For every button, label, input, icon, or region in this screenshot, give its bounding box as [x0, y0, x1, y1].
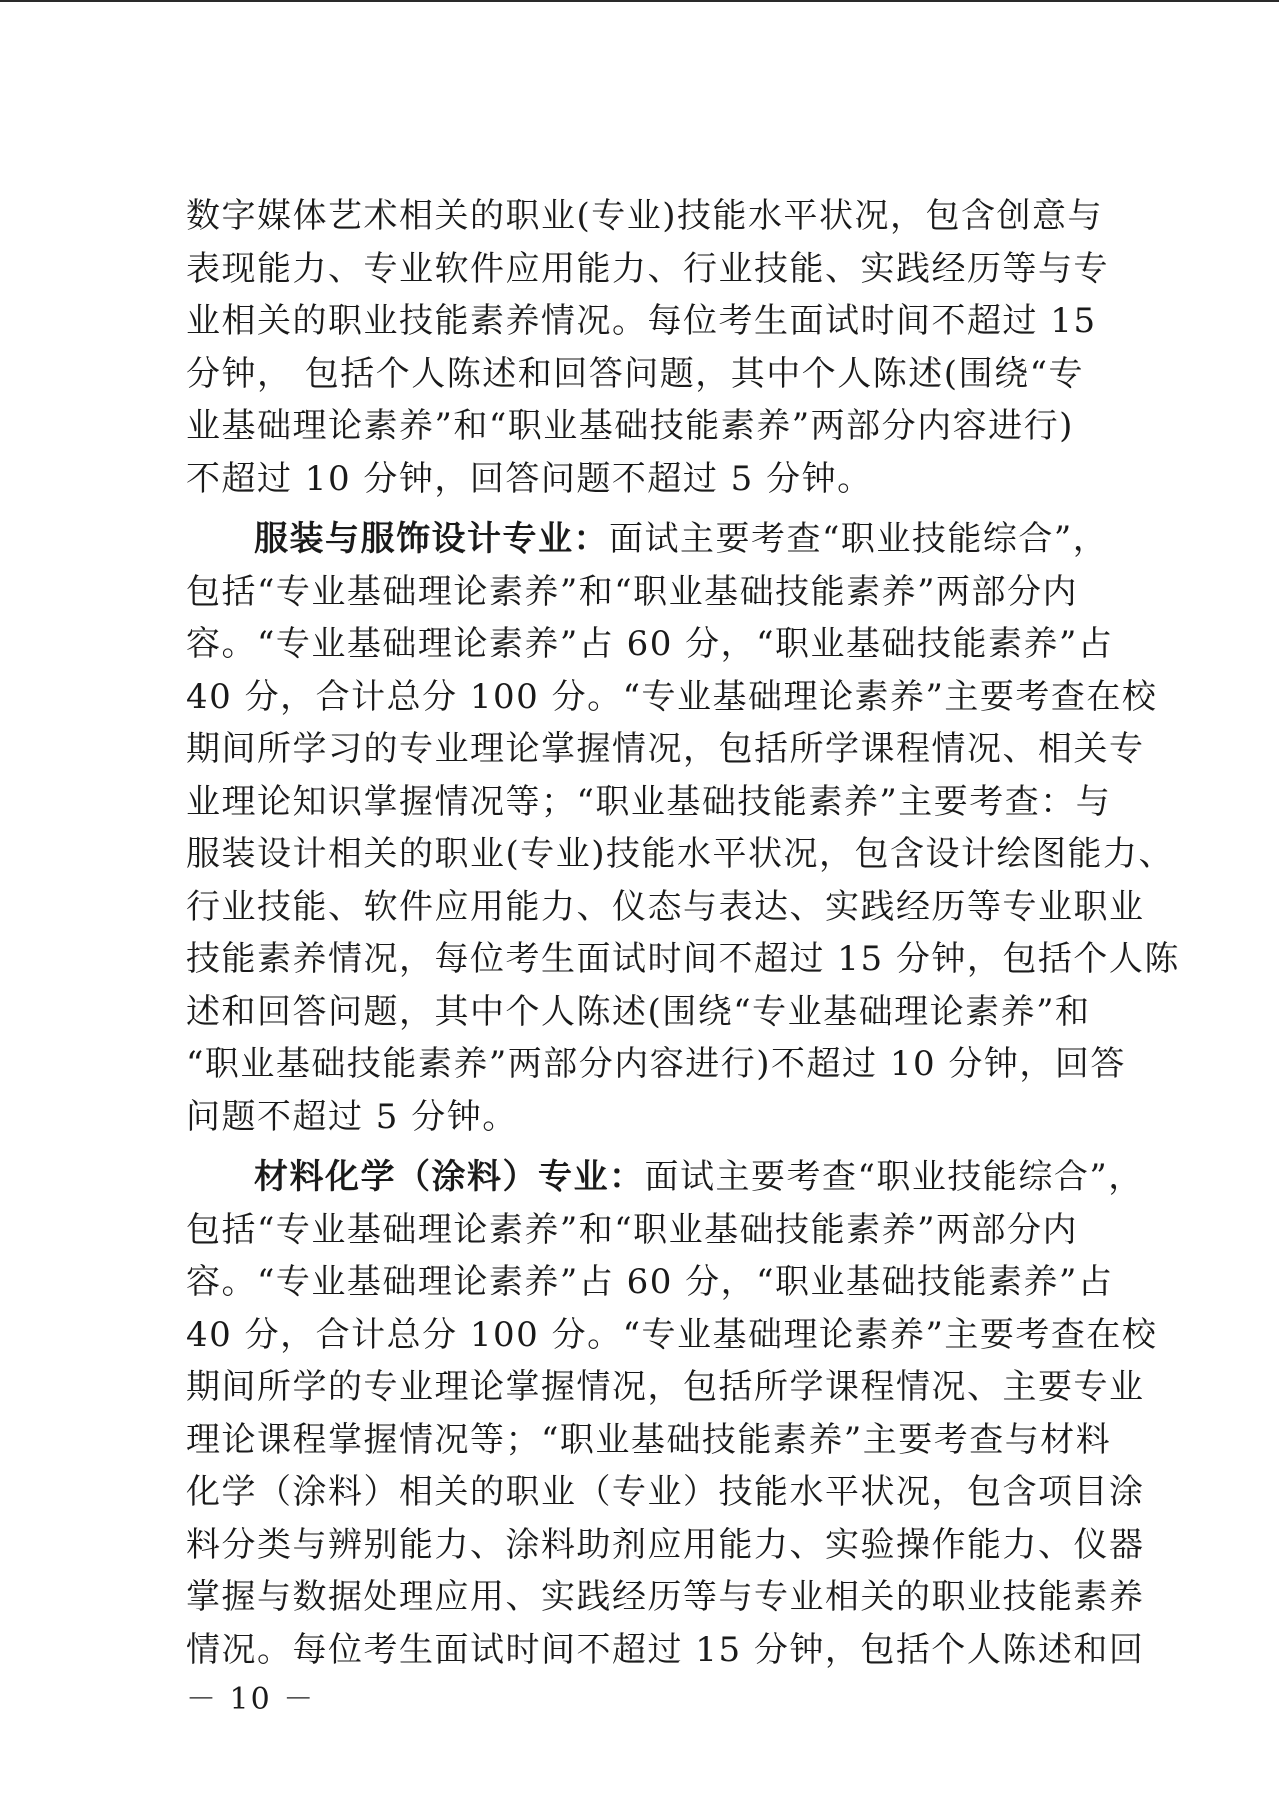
- section-intro-text: 面试主要考查“职业技能综合”，: [609, 519, 1109, 559]
- paragraph-line: 料分类与辨别能力、涂料助剂应用能力、实验操作能力、仪器: [186, 1524, 1145, 1565]
- paragraph-line: 不超过 10 分钟，回答问题不超过 5 分钟。: [186, 458, 873, 499]
- continued-paragraph: [186, 190, 1109, 505]
- document-body: [186, 190, 1180, 1676]
- paragraph-line: 40 分，合计总分 100 分。“专业基础理论素养”主要考查在校: [186, 676, 1158, 717]
- paragraph-line: 行业技能、软件应用能力、仪态与表达、实践经历等专业职业: [186, 886, 1145, 927]
- paragraph-line: 技能素养情况，每位考生面试时间不超过 15 分钟，包括个人陈: [186, 939, 1180, 979]
- paragraph-line: 包括“专业基础理论素养”和“职业基础技能素养”两部分内: [186, 571, 1079, 612]
- paragraph-line: 理论课程掌握情况等；“职业基础技能素养”主要考查与材料: [186, 1419, 1112, 1460]
- page-top-border: [0, 0, 1279, 2]
- paragraph-line: 述和回答问题，其中个人陈述(围绕“专业基础理论素养”和: [186, 991, 1091, 1032]
- section-intro-text: 面试主要考查“职业技能综合”，: [644, 1157, 1144, 1197]
- section-first-line: [186, 1151, 1144, 1204]
- section-heading: 服装与服饰设计专业：: [254, 519, 609, 559]
- paragraph-line: 数字媒体艺术相关的职业(专业)技能水平状况，包含创意与: [186, 196, 1104, 236]
- paragraph-line: 包括“专业基础理论素养”和“职业基础技能素养”两部分内: [186, 1209, 1079, 1250]
- paragraph-line: 掌握与数据处理应用、实践经历等与专业相关的职业技能素养: [186, 1577, 1145, 1617]
- fashion-design-section: [186, 513, 1180, 1143]
- paragraph-line: 服装设计相关的职业(专业)技能水平状况，包含设计绘图能力、: [186, 834, 1175, 874]
- paragraph-line: 分钟， 包括个人陈述和回答问题，其中个人陈述(围绕“专: [186, 353, 1084, 394]
- page-number: － 10 －: [186, 1682, 316, 1717]
- section-first-line: [186, 513, 1109, 566]
- paragraph-line: 业相关的职业技能素养情况。每位考生面试时间不超过 15: [186, 301, 1097, 341]
- paragraph-line: 期间所学习的专业理论掌握情况，包括所学课程情况、相关专: [186, 729, 1145, 769]
- paragraph-line: “职业基础技能素养”两部分内容进行)不超过 10 分钟，回答: [186, 1044, 1126, 1084]
- paragraph-line: 40 分，合计总分 100 分。“专业基础理论素养”主要考查在校: [186, 1314, 1158, 1355]
- paragraph-line: 容。“专业基础理论素养”占 60 分，“职业基础技能素养”占: [186, 624, 1114, 664]
- paragraph-line: 情况。每位考生面试时间不超过 15 分钟，包括个人陈述和回: [186, 1629, 1145, 1670]
- paragraph-line: 业基础理论素养”和“职业基础技能素养”两部分内容进行): [186, 406, 1074, 446]
- paragraph-line: 化学（涂料）相关的职业（专业）技能水平状况，包含项目涂: [186, 1472, 1145, 1512]
- paragraph-line: 期间所学的专业理论掌握情况，包括所学课程情况、主要专业: [186, 1367, 1145, 1407]
- paragraph-line: 问题不超过 5 分钟。: [186, 1096, 518, 1137]
- paragraph-line: 业理论知识掌握情况等；“职业基础技能素养”主要考查：与: [186, 781, 1112, 822]
- section-heading: 材料化学（涂料）专业：: [254, 1157, 645, 1197]
- materials-chemistry-section: [186, 1151, 1158, 1676]
- paragraph-line: 表现能力、专业软件应用能力、行业技能、实践经历等与专: [186, 248, 1109, 289]
- paragraph-line: 容。“专业基础理论素养”占 60 分，“职业基础技能素养”占: [186, 1262, 1114, 1302]
